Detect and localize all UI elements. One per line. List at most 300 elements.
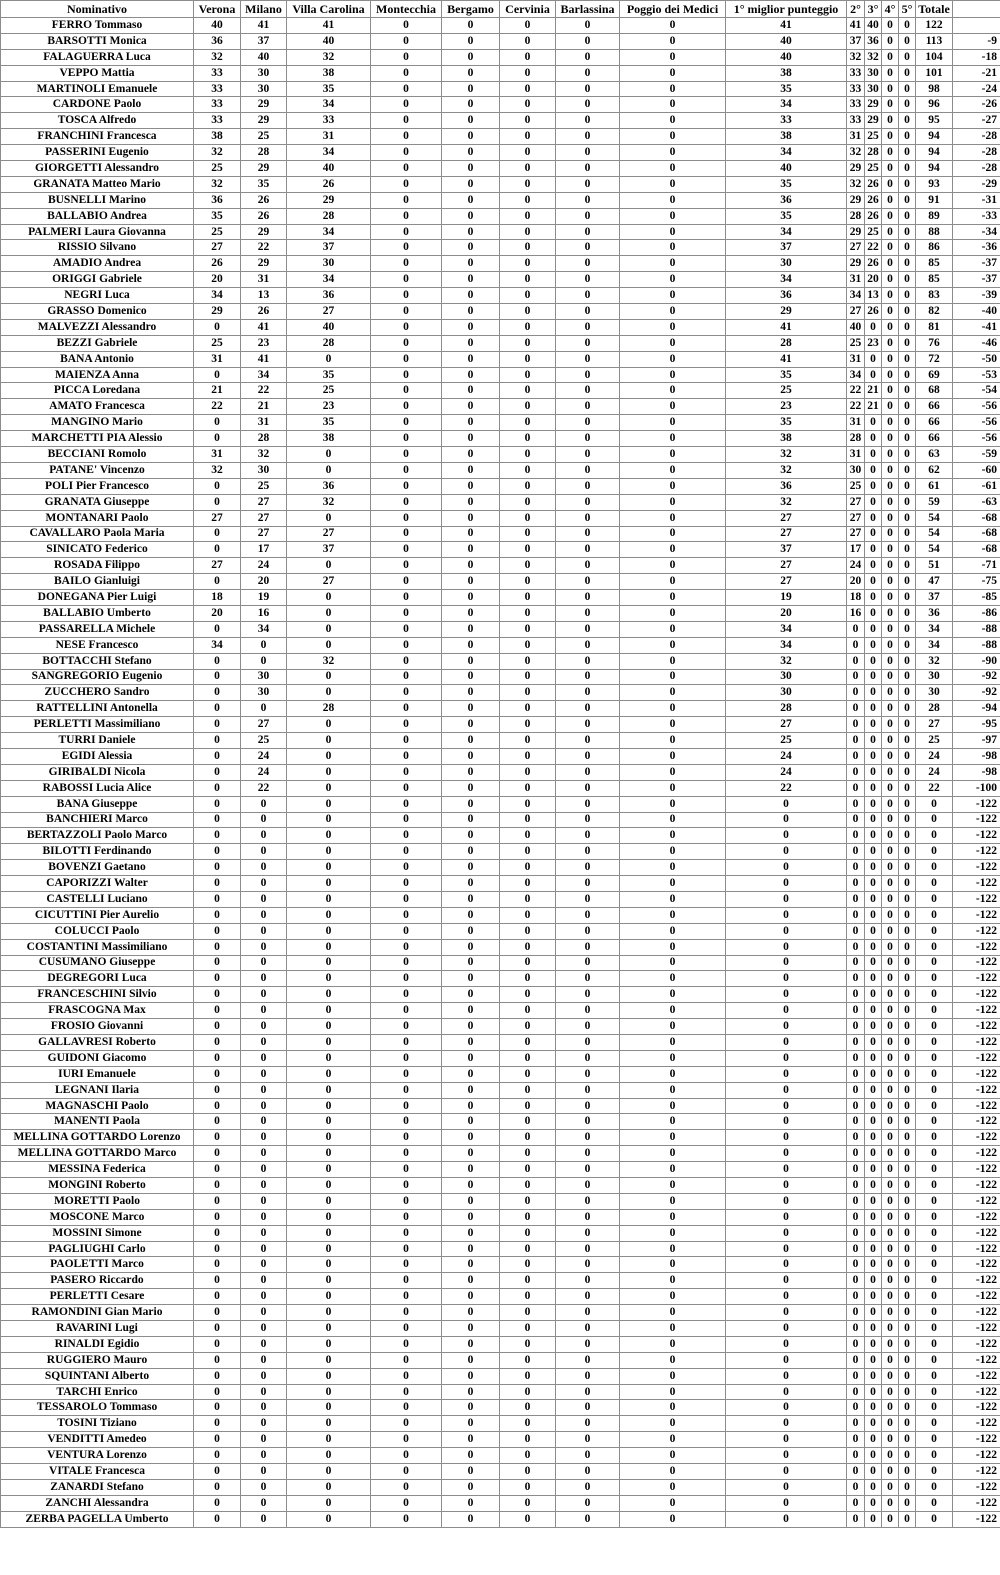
col-verona-cell: 0 [194,764,241,780]
col-bergamo-header: Bergamo [442,1,500,18]
col-best-1-cell: 0 [726,1257,847,1273]
col-milano-cell: 0 [241,971,287,987]
col-villa-carolina-cell: 37 [287,240,371,256]
col-best-3-cell: 21 [865,399,882,415]
col-totale-cell: 88 [916,224,953,240]
col-best-3-cell: 28 [865,145,882,161]
table-row [1,33,1000,49]
col-barlassina-cell: 0 [556,1193,620,1209]
col-montecchia-cell: 0 [371,256,442,272]
col-totale-cell: 28 [916,701,953,717]
col-cervinia-cell: 0 [500,1241,556,1257]
col-poggio-dei-medici-cell: 0 [620,113,726,129]
col-best-1-cell: 25 [726,383,847,399]
col-milano-cell: 0 [241,653,287,669]
col-nominativo-cell: VENDITTI Amedeo [1,1432,194,1448]
col-milano-cell: 0 [241,955,287,971]
col-totale-cell: 101 [916,65,953,81]
col-totale-cell: 63 [916,447,953,463]
table-row [1,97,1000,113]
col-barlassina-cell: 0 [556,1432,620,1448]
col-cervinia-cell: 0 [500,621,556,637]
col-best-1-cell: 36 [726,192,847,208]
table-row [1,367,1000,383]
col-gap-cell: -122 [953,1225,1000,1241]
col-best-2-cell: 29 [847,192,865,208]
col-poggio-dei-medici-cell: 0 [620,1019,726,1035]
col-milano-cell: 0 [241,1321,287,1337]
col-milano-cell: 0 [241,701,287,717]
col-poggio-dei-medici-cell: 0 [620,1464,726,1480]
col-best-3-cell: 0 [865,1146,882,1162]
col-verona-cell: 22 [194,399,241,415]
col-gap-cell: -122 [953,1273,1000,1289]
table-row [1,1448,1000,1464]
col-milano-cell: 0 [241,1193,287,1209]
col-montecchia-cell: 0 [371,1225,442,1241]
col-best-3-cell: 0 [865,1384,882,1400]
col-milano-cell: 0 [241,1384,287,1400]
col-nominativo-cell: RAMONDINI Gian Mario [1,1305,194,1321]
col-best-3-cell: 0 [865,1066,882,1082]
col-villa-carolina-cell: 32 [287,653,371,669]
col-best-3-cell: 0 [865,590,882,606]
col-best-1-cell: 30 [726,256,847,272]
col-totale-cell: 0 [916,907,953,923]
col-cervinia-cell: 0 [500,192,556,208]
table-row [1,415,1000,431]
table-row [1,780,1000,796]
col-milano-cell: 27 [241,494,287,510]
col-best-4-cell: 0 [882,542,899,558]
col-milano-cell: 23 [241,335,287,351]
col-best-3-cell: 0 [865,1495,882,1511]
col-bergamo-cell: 0 [442,701,500,717]
col-verona-cell: 0 [194,1050,241,1066]
col-bergamo-cell: 0 [442,844,500,860]
col-montecchia-cell: 0 [371,1384,442,1400]
table-row [1,335,1000,351]
col-barlassina-cell: 0 [556,383,620,399]
col-gap-cell: -98 [953,764,1000,780]
col-bergamo-cell: 0 [442,145,500,161]
col-nominativo-cell: BAILO Gianluigi [1,574,194,590]
col-villa-carolina-cell: 38 [287,65,371,81]
col-best-4-cell: 0 [882,574,899,590]
col-best-5-cell: 0 [899,1162,916,1178]
col-gap-cell: -122 [953,939,1000,955]
col-best-5-cell: 0 [899,49,916,65]
col-cervinia-cell: 0 [500,637,556,653]
col-best-3-cell: 0 [865,1289,882,1305]
col-villa-carolina-cell: 34 [287,224,371,240]
col-poggio-dei-medici-cell: 0 [620,256,726,272]
col-nominativo-cell: BEZZI Gabriele [1,335,194,351]
col-bergamo-cell: 0 [442,1225,500,1241]
col-gap-cell: -98 [953,748,1000,764]
col-best-2-cell: 37 [847,33,865,49]
col-nominativo-cell: ZANCHI Alessandra [1,1495,194,1511]
col-poggio-dei-medici-cell: 0 [620,1305,726,1321]
col-barlassina-cell: 0 [556,605,620,621]
col-best-5-cell: 0 [899,81,916,97]
col-best-2-cell: 0 [847,907,865,923]
col-best-1-cell: 0 [726,1416,847,1432]
col-best-5-cell: 0 [899,1225,916,1241]
col-best-4-cell: 0 [882,923,899,939]
col-cervinia-cell: 0 [500,1289,556,1305]
col-best-1-cell: 0 [726,1352,847,1368]
col-best-1-cell: 0 [726,1050,847,1066]
col-best-4-header: 4° [882,1,899,18]
col-verona-cell: 0 [194,1511,241,1527]
col-poggio-dei-medici-cell: 0 [620,304,726,320]
col-best-4-cell: 0 [882,1336,899,1352]
col-barlassina-cell: 0 [556,1257,620,1273]
col-verona-cell: 0 [194,1368,241,1384]
col-best-3-cell: 20 [865,272,882,288]
col-nominativo-cell: PAGLIUGHI Carlo [1,1241,194,1257]
col-poggio-dei-medici-cell: 0 [620,415,726,431]
col-best-4-cell: 0 [882,812,899,828]
col-barlassina-cell: 0 [556,907,620,923]
col-totale-cell: 0 [916,812,953,828]
col-barlassina-cell: 0 [556,1082,620,1098]
col-milano-cell: 40 [241,49,287,65]
col-villa-carolina-cell: 0 [287,1035,371,1051]
col-best-3-cell: 0 [865,1305,882,1321]
col-best-2-cell: 31 [847,351,865,367]
col-barlassina-cell: 0 [556,621,620,637]
col-villa-carolina-cell: 26 [287,176,371,192]
col-cervinia-cell: 0 [500,764,556,780]
col-gap-cell: -90 [953,653,1000,669]
col-best-2-cell: 0 [847,1098,865,1114]
col-montecchia-cell: 0 [371,1130,442,1146]
col-milano-cell: 0 [241,1178,287,1194]
col-best-5-cell: 0 [899,526,916,542]
col-villa-carolina-cell: 0 [287,1019,371,1035]
col-villa-carolina-cell: 40 [287,33,371,49]
col-best-1-cell: 28 [726,335,847,351]
col-best-5-cell: 0 [899,685,916,701]
col-verona-cell: 35 [194,208,241,224]
col-totale-cell: 0 [916,1305,953,1321]
col-montecchia-cell: 0 [371,907,442,923]
col-cervinia-cell: 0 [500,876,556,892]
col-best-2-cell: 0 [847,1019,865,1035]
col-best-1-cell: 34 [726,637,847,653]
col-best-2-cell: 32 [847,176,865,192]
col-milano-cell: 0 [241,1130,287,1146]
col-bergamo-cell: 0 [442,1464,500,1480]
col-best-5-cell: 0 [899,1305,916,1321]
col-villa-carolina-cell: 0 [287,351,371,367]
col-montecchia-cell: 0 [371,701,442,717]
col-barlassina-cell: 0 [556,1289,620,1305]
col-nominativo-cell: BUSNELLI Marino [1,192,194,208]
col-milano-cell: 0 [241,1305,287,1321]
col-poggio-dei-medici-cell: 0 [620,971,726,987]
col-milano-cell: 0 [241,1003,287,1019]
col-best-1-cell: 19 [726,590,847,606]
col-totale-cell: 47 [916,574,953,590]
col-nominativo-cell: FRANCESCHINI Silvio [1,987,194,1003]
col-totale-cell: 0 [916,1368,953,1384]
col-poggio-dei-medici-cell: 0 [620,987,726,1003]
col-milano-cell: 22 [241,780,287,796]
col-best-3-cell: 0 [865,447,882,463]
col-best-4-cell: 0 [882,685,899,701]
col-best-5-cell: 0 [899,860,916,876]
col-totale-cell: 94 [916,161,953,177]
col-best-3-header: 3° [865,1,882,18]
col-verona-cell: 31 [194,351,241,367]
col-montecchia-cell: 0 [371,351,442,367]
col-best-4-cell: 0 [882,1003,899,1019]
col-best-1-cell: 35 [726,81,847,97]
col-barlassina-cell: 0 [556,288,620,304]
col-villa-carolina-cell: 0 [287,510,371,526]
col-verona-cell: 0 [194,542,241,558]
col-best-4-cell: 0 [882,161,899,177]
col-totale-cell: 0 [916,1336,953,1352]
table-row [1,605,1000,621]
col-montecchia-cell: 0 [371,971,442,987]
col-montecchia-cell: 0 [371,780,442,796]
col-barlassina-cell: 0 [556,653,620,669]
col-verona-cell: 20 [194,605,241,621]
col-nominativo-cell: MESSINA Federica [1,1162,194,1178]
col-cervinia-cell: 0 [500,526,556,542]
col-best-2-cell: 0 [847,1368,865,1384]
table-row [1,971,1000,987]
col-barlassina-cell: 0 [556,129,620,145]
col-montecchia-cell: 0 [371,891,442,907]
col-barlassina-cell: 0 [556,1416,620,1432]
table-row [1,1225,1000,1241]
col-totale-cell: 0 [916,1384,953,1400]
col-best-3-cell: 0 [865,1019,882,1035]
col-poggio-dei-medici-cell: 0 [620,208,726,224]
table-row [1,81,1000,97]
col-cervinia-cell: 0 [500,447,556,463]
col-totale-cell: 69 [916,367,953,383]
col-bergamo-cell: 0 [442,304,500,320]
col-cervinia-cell: 0 [500,1066,556,1082]
col-best-5-cell: 0 [899,796,916,812]
table-row [1,923,1000,939]
col-cervinia-cell: 0 [500,431,556,447]
col-best-5-cell: 0 [899,1241,916,1257]
col-best-4-cell: 0 [882,764,899,780]
col-best-3-cell: 0 [865,971,882,987]
col-verona-cell: 31 [194,447,241,463]
col-verona-cell: 0 [194,1305,241,1321]
table-row [1,621,1000,637]
col-best-3-cell: 40 [865,18,882,34]
col-totale-cell: 34 [916,637,953,653]
col-best-4-cell: 0 [882,621,899,637]
col-best-3-cell: 0 [865,1082,882,1098]
col-cervinia-cell: 0 [500,399,556,415]
col-verona-cell: 0 [194,701,241,717]
table-row [1,637,1000,653]
col-bergamo-cell: 0 [442,574,500,590]
col-best-1-cell: 24 [726,748,847,764]
col-best-4-cell: 0 [882,1178,899,1194]
col-bergamo-cell: 0 [442,1321,500,1337]
col-verona-cell: 33 [194,97,241,113]
col-poggio-dei-medici-cell: 0 [620,192,726,208]
col-best-4-cell: 0 [882,256,899,272]
col-cervinia-cell: 0 [500,1178,556,1194]
col-villa-carolina-cell: 0 [287,876,371,892]
col-cervinia-cell: 0 [500,1416,556,1432]
col-best-1-cell: 27 [726,526,847,542]
col-gap-cell: -122 [953,1495,1000,1511]
col-villa-carolina-cell: 0 [287,1162,371,1178]
col-barlassina-header: Barlassina [556,1,620,18]
col-barlassina-cell: 0 [556,1098,620,1114]
col-nominativo-cell: PALMERI Laura Giovanna [1,224,194,240]
col-verona-cell: 0 [194,971,241,987]
col-best-3-cell: 0 [865,669,882,685]
col-nominativo-cell: LEGNANI Ilaria [1,1082,194,1098]
col-cervinia-cell: 0 [500,1273,556,1289]
col-bergamo-cell: 0 [442,192,500,208]
col-gap-cell: -122 [953,1019,1000,1035]
col-best-2-cell: 0 [847,1241,865,1257]
col-verona-cell: 38 [194,129,241,145]
col-villa-carolina-header: Villa Carolina [287,1,371,18]
col-best-4-cell: 0 [882,637,899,653]
col-totale-cell: 66 [916,431,953,447]
col-villa-carolina-cell: 29 [287,192,371,208]
col-verona-cell: 0 [194,891,241,907]
col-gap-cell: -36 [953,240,1000,256]
table-row [1,304,1000,320]
col-verona-cell: 29 [194,304,241,320]
col-poggio-dei-medici-cell: 0 [620,447,726,463]
col-totale-cell: 59 [916,494,953,510]
col-nominativo-cell: BALLABIO Umberto [1,605,194,621]
table-row [1,208,1000,224]
col-best-5-cell: 0 [899,733,916,749]
col-best-2-cell: 0 [847,1432,865,1448]
col-cervinia-cell: 0 [500,510,556,526]
col-bergamo-cell: 0 [442,923,500,939]
col-bergamo-cell: 0 [442,256,500,272]
col-best-3-cell: 0 [865,431,882,447]
col-montecchia-cell: 0 [371,1464,442,1480]
col-barlassina-cell: 0 [556,1209,620,1225]
col-best-5-cell: 0 [899,1400,916,1416]
col-nominativo-cell: PASERO Riccardo [1,1273,194,1289]
col-gap-cell: -95 [953,717,1000,733]
col-cervinia-cell: 0 [500,653,556,669]
col-gap-cell: -122 [953,955,1000,971]
col-montecchia-cell: 0 [371,1257,442,1273]
col-best-3-cell: 0 [865,955,882,971]
col-totale-cell: 104 [916,49,953,65]
col-villa-carolina-cell: 0 [287,1368,371,1384]
col-nominativo-cell: IURI Emanuele [1,1066,194,1082]
col-milano-cell: 0 [241,637,287,653]
col-montecchia-cell: 0 [371,447,442,463]
col-best-4-cell: 0 [882,145,899,161]
col-best-2-cell: 33 [847,81,865,97]
col-best-3-cell: 25 [865,129,882,145]
col-cervinia-cell: 0 [500,272,556,288]
col-villa-carolina-cell: 35 [287,415,371,431]
col-barlassina-cell: 0 [556,812,620,828]
col-best-2-cell: 0 [847,1225,865,1241]
col-totale-cell: 0 [916,923,953,939]
col-bergamo-cell: 0 [442,1082,500,1098]
col-best-4-cell: 0 [882,319,899,335]
col-cervinia-cell: 0 [500,1384,556,1400]
col-best-1-cell: 0 [726,1082,847,1098]
table-row [1,860,1000,876]
table-row [1,1400,1000,1416]
col-best-4-cell: 0 [882,1114,899,1130]
col-totale-cell: 0 [916,1066,953,1082]
col-poggio-dei-medici-cell: 0 [620,590,726,606]
col-best-3-cell: 0 [865,907,882,923]
table-row [1,574,1000,590]
col-best-5-cell: 0 [899,1178,916,1194]
col-barlassina-cell: 0 [556,462,620,478]
col-best-3-cell: 0 [865,764,882,780]
col-best-4-cell: 0 [882,272,899,288]
col-nominativo-cell: BILOTTI Ferdinando [1,844,194,860]
col-cervinia-cell: 0 [500,1225,556,1241]
table-row [1,590,1000,606]
col-verona-cell: 0 [194,319,241,335]
col-bergamo-cell: 0 [442,891,500,907]
col-best-1-cell: 40 [726,161,847,177]
col-best-3-cell: 0 [865,1368,882,1384]
col-barlassina-cell: 0 [556,1448,620,1464]
col-best-5-cell: 0 [899,1193,916,1209]
table-row [1,1416,1000,1432]
col-best-2-header: 2° [847,1,865,18]
col-poggio-dei-medici-cell: 0 [620,1225,726,1241]
col-montecchia-cell: 0 [371,272,442,288]
col-best-3-cell: 0 [865,526,882,542]
col-bergamo-cell: 0 [442,526,500,542]
col-villa-carolina-cell: 0 [287,717,371,733]
col-gap-cell: -56 [953,399,1000,415]
col-milano-cell: 24 [241,764,287,780]
col-villa-carolina-cell: 0 [287,1464,371,1480]
col-best-1-cell: 34 [726,272,847,288]
col-best-5-cell: 0 [899,605,916,621]
col-poggio-dei-medici-cell: 0 [620,1193,726,1209]
col-villa-carolina-cell: 0 [287,748,371,764]
col-nominativo-cell: FERRO Tommaso [1,18,194,34]
col-verona-cell: 0 [194,844,241,860]
table-row [1,1050,1000,1066]
col-cervinia-cell: 0 [500,1321,556,1337]
col-villa-carolina-cell: 35 [287,81,371,97]
col-best-2-cell: 0 [847,1321,865,1337]
table-row [1,717,1000,733]
col-best-4-cell: 0 [882,1146,899,1162]
table-row [1,1336,1000,1352]
col-best-4-cell: 0 [882,907,899,923]
